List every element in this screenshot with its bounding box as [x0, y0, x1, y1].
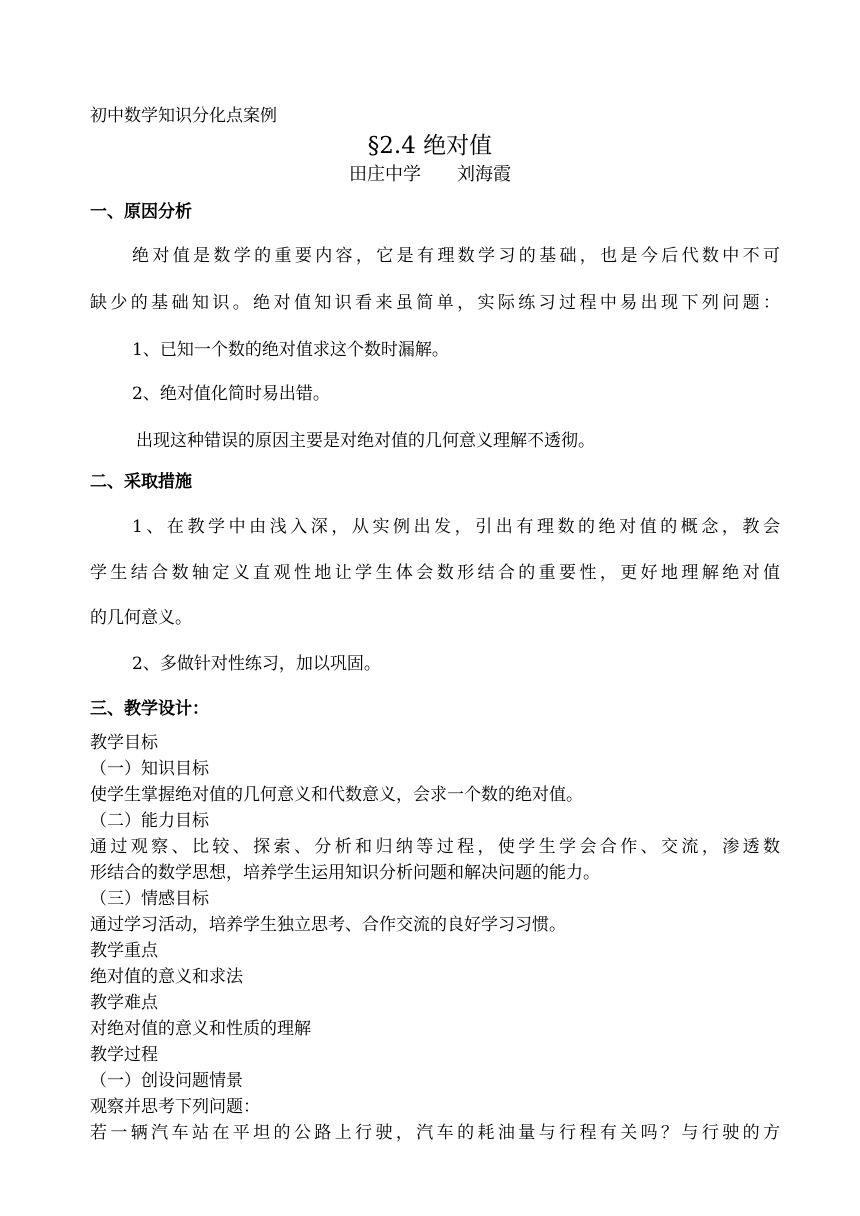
- text-line: 绝对值的意义和求法: [90, 967, 243, 987]
- text-line: 通过观察、比较、探索、分析和归纳等过程，使学生学会合作、交流，渗透数: [90, 837, 780, 857]
- document-header: 初中数学知识分化点案例: [90, 106, 277, 126]
- paragraph-line: 出现这种错误的原因主要是对绝对值的几何意义理解不透彻。: [136, 431, 595, 451]
- list-item: 2、多做针对性练习，加以巩固。: [132, 654, 381, 674]
- text-line: （二）能力目标: [90, 811, 209, 831]
- text-line: 通过学习活动，培养学生独立思考、合作交流的良好学习习惯。: [90, 915, 566, 935]
- text-line: 观察并思考下列问题：: [90, 1097, 260, 1117]
- paragraph-line: 学生结合数轴定义直观性地让学生体会数形结合的重要性，更好地理解绝对值: [90, 563, 780, 583]
- paragraph-line: 的几何意义。: [90, 608, 192, 628]
- section-heading-2: 二、采取措施: [90, 472, 192, 492]
- text-line: 若一辆汽车站在平坦的公路上行驶，汽车的耗油量与行程有关吗？与行驶的方: [90, 1123, 780, 1143]
- section-heading-3: 三、教学设计：: [90, 699, 209, 719]
- text-line: （一）知识目标: [90, 759, 209, 779]
- text-line: 对绝对值的意义和性质的理解: [90, 1019, 311, 1039]
- text-line: （三）情感目标: [90, 889, 209, 909]
- page-title: §2.4 绝对值: [367, 133, 493, 159]
- list-item: 1、已知一个数的绝对值求这个数时漏解。: [132, 340, 449, 360]
- text-line: 教学过程: [90, 1045, 158, 1065]
- text-line: 使学生掌握绝对值的几何意义和代数意义，会求一个数的绝对值。: [90, 785, 583, 805]
- paragraph-line: 缺少的基础知识。绝对值知识看来虽简单，实际练习过程中易出现下列问题：: [90, 293, 780, 313]
- text-line: 教学目标: [90, 733, 158, 753]
- text-line: 形结合的数学思想，培养学生运用知识分析问题和解决问题的能力。: [90, 863, 600, 883]
- text-line: （一）创设问题情景: [90, 1071, 243, 1091]
- paragraph-line: 1、在教学中由浅入深，从实例出发，引出有理数的绝对值的概念，教会: [132, 517, 780, 537]
- author-line: 田庄中学 刘海霞: [349, 164, 511, 185]
- section-heading-1: 一、原因分析: [90, 202, 192, 222]
- text-line: 教学重点: [90, 941, 158, 961]
- text-line: 教学难点: [90, 993, 158, 1013]
- paragraph-line: 绝对值是数学的重要内容，它是有理数学习的基础，也是今后代数中不可: [132, 246, 780, 266]
- list-item: 2、绝对值化简时易出错。: [132, 384, 330, 404]
